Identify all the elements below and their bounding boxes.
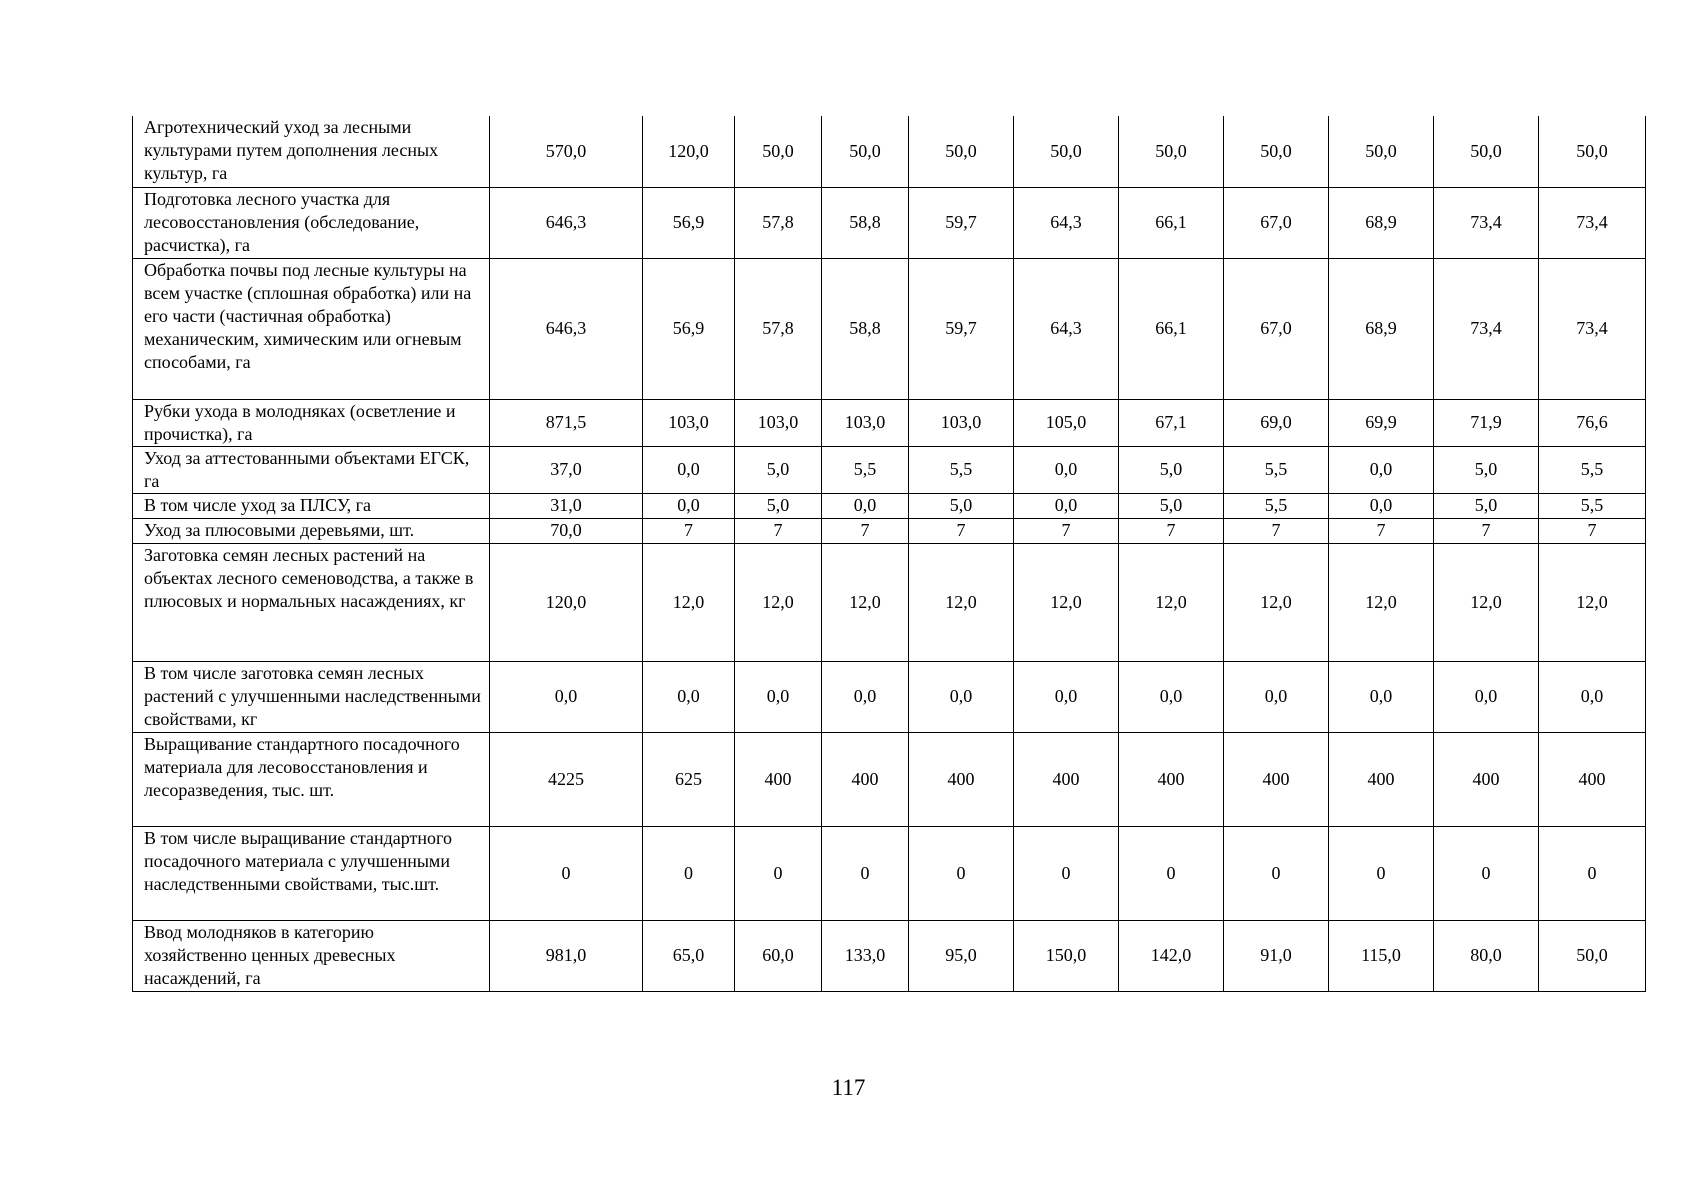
value-cell: 5,5	[1539, 446, 1646, 493]
value-cell: 66,1	[1119, 187, 1224, 258]
row-label: В том числе уход за ПЛСУ, га	[133, 493, 490, 518]
value-cell: 31,0	[490, 493, 643, 518]
value-cell: 50,0	[1329, 116, 1434, 187]
value-cell: 12,0	[1434, 543, 1539, 661]
value-cell: 5,5	[909, 446, 1014, 493]
value-cell: 400	[1539, 732, 1646, 826]
value-cell: 0	[490, 826, 643, 920]
value-cell: 400	[1329, 732, 1434, 826]
row-label: Ввод молодняков в категорию хозяйственно ценных древесных насаждений, га	[133, 920, 490, 991]
table-row	[133, 543, 1646, 661]
value-cell: 7	[643, 518, 735, 543]
value-cell: 7	[1014, 518, 1119, 543]
value-cell: 50,0	[735, 116, 822, 187]
value-cell: 625	[643, 732, 735, 826]
value-cell: 50,0	[1539, 920, 1646, 991]
table-row	[133, 399, 1646, 446]
value-cell: 58,8	[822, 187, 909, 258]
value-cell: 0,0	[643, 446, 735, 493]
value-cell: 58,8	[822, 258, 909, 399]
table-row	[133, 518, 1646, 543]
value-cell: 570,0	[490, 116, 643, 187]
value-cell: 0,0	[643, 661, 735, 732]
value-cell: 133,0	[822, 920, 909, 991]
value-cell: 56,9	[643, 258, 735, 399]
value-cell: 0	[643, 826, 735, 920]
value-cell: 0,0	[822, 661, 909, 732]
value-cell: 115,0	[1329, 920, 1434, 991]
row-label: Подготовка лесного участка для лесовосстановления (обследование, расчистка), га	[133, 187, 490, 258]
table-row	[133, 258, 1646, 399]
row-label: Заготовка семян лесных растений на объектах лесного семеноводства, а также в плюсовых и нормальных насаждениях, кг	[133, 543, 490, 661]
value-cell: 66,1	[1119, 258, 1224, 399]
value-cell: 0	[1119, 826, 1224, 920]
value-cell: 0	[1224, 826, 1329, 920]
value-cell: 7	[1224, 518, 1329, 543]
value-cell: 7	[1539, 518, 1646, 543]
value-cell: 0	[1434, 826, 1539, 920]
value-cell: 0	[735, 826, 822, 920]
value-cell: 120,0	[490, 543, 643, 661]
forestry-data-table	[132, 116, 1646, 992]
value-cell: 5,5	[822, 446, 909, 493]
value-cell: 50,0	[1224, 116, 1329, 187]
value-cell: 0,0	[909, 661, 1014, 732]
value-cell: 95,0	[909, 920, 1014, 991]
value-cell: 0,0	[1539, 661, 1646, 732]
value-cell: 59,7	[909, 187, 1014, 258]
value-cell: 59,7	[909, 258, 1014, 399]
value-cell: 68,9	[1329, 187, 1434, 258]
value-cell: 37,0	[490, 446, 643, 493]
value-cell: 5,0	[909, 493, 1014, 518]
value-cell: 4225	[490, 732, 643, 826]
value-cell: 12,0	[735, 543, 822, 661]
value-cell: 5,0	[1119, 446, 1224, 493]
value-cell: 50,0	[822, 116, 909, 187]
value-cell: 67,0	[1224, 187, 1329, 258]
value-cell: 7	[1434, 518, 1539, 543]
value-cell: 12,0	[1224, 543, 1329, 661]
value-cell: 0,0	[1224, 661, 1329, 732]
value-cell: 0,0	[1014, 446, 1119, 493]
value-cell: 12,0	[909, 543, 1014, 661]
value-cell: 67,1	[1119, 399, 1224, 446]
value-cell: 0,0	[1329, 661, 1434, 732]
row-label: Агротехнический уход за лесными культурами путем дополнения лесных культур, га	[133, 116, 490, 187]
row-label: Выращивание стандартного посадочного материала для лесовосстановления и лесоразведения, тыс. шт.	[133, 732, 490, 826]
value-cell: 400	[1014, 732, 1119, 826]
value-cell: 0,0	[1014, 493, 1119, 518]
value-cell: 400	[1119, 732, 1224, 826]
value-cell: 57,8	[735, 187, 822, 258]
table-row	[133, 826, 1646, 920]
value-cell: 5,5	[1539, 493, 1646, 518]
row-label: Уход за плюсовыми деревьями, шт.	[133, 518, 490, 543]
row-label: В том числе выращивание стандартного посадочного материала с улучшенными наследственными свойствами, тыс.шт.	[133, 826, 490, 920]
value-cell: 0	[909, 826, 1014, 920]
page-number: 117	[831, 1075, 866, 1100]
value-cell: 73,4	[1434, 258, 1539, 399]
value-cell: 103,0	[735, 399, 822, 446]
value-cell: 0	[1539, 826, 1646, 920]
row-label: Обработка почвы под лесные культуры на всем участке (сплошная обработка) или на его части (частичная обработка) механическим, химическим или огневым способами, га	[133, 258, 490, 399]
table-row	[133, 116, 1646, 187]
value-cell: 646,3	[490, 187, 643, 258]
value-cell: 105,0	[1014, 399, 1119, 446]
value-cell: 64,3	[1014, 187, 1119, 258]
value-cell: 103,0	[822, 399, 909, 446]
value-cell: 0,0	[822, 493, 909, 518]
row-label: Уход за аттестованными объектами ЕГСК, га	[133, 446, 490, 493]
value-cell: 56,9	[643, 187, 735, 258]
table-row	[133, 732, 1646, 826]
value-cell: 5,0	[735, 493, 822, 518]
value-cell: 142,0	[1119, 920, 1224, 991]
value-cell: 5,5	[1224, 493, 1329, 518]
value-cell: 0,0	[1329, 493, 1434, 518]
value-cell: 103,0	[643, 399, 735, 446]
value-cell: 5,0	[1434, 493, 1539, 518]
value-cell: 0,0	[1119, 661, 1224, 732]
value-cell: 400	[822, 732, 909, 826]
value-cell: 69,9	[1329, 399, 1434, 446]
value-cell: 12,0	[643, 543, 735, 661]
value-cell: 150,0	[1014, 920, 1119, 991]
value-cell: 60,0	[735, 920, 822, 991]
value-cell: 0	[1329, 826, 1434, 920]
value-cell: 400	[909, 732, 1014, 826]
value-cell: 50,0	[1539, 116, 1646, 187]
value-cell: 50,0	[1434, 116, 1539, 187]
value-cell: 71,9	[1434, 399, 1539, 446]
value-cell: 7	[1329, 518, 1434, 543]
value-cell: 12,0	[1539, 543, 1646, 661]
value-cell: 65,0	[643, 920, 735, 991]
value-cell: 12,0	[1329, 543, 1434, 661]
value-cell: 50,0	[1119, 116, 1224, 187]
value-cell: 981,0	[490, 920, 643, 991]
value-cell: 0	[1014, 826, 1119, 920]
value-cell: 0,0	[1434, 661, 1539, 732]
value-cell: 73,4	[1539, 258, 1646, 399]
value-cell: 120,0	[643, 116, 735, 187]
table-row	[133, 493, 1646, 518]
row-label: В том числе заготовка семян лесных растений с улучшенными наследственными свойствами, кг	[133, 661, 490, 732]
value-cell: 7	[735, 518, 822, 543]
value-cell: 0,0	[643, 493, 735, 518]
value-cell: 7	[909, 518, 1014, 543]
value-cell: 0	[822, 826, 909, 920]
value-cell: 68,9	[1329, 258, 1434, 399]
value-cell: 73,4	[1539, 187, 1646, 258]
value-cell: 400	[1434, 732, 1539, 826]
value-cell: 73,4	[1434, 187, 1539, 258]
value-cell: 5,5	[1224, 446, 1329, 493]
value-cell: 12,0	[822, 543, 909, 661]
value-cell: 5,0	[1119, 493, 1224, 518]
table-row	[133, 661, 1646, 732]
value-cell: 57,8	[735, 258, 822, 399]
value-cell: 64,3	[1014, 258, 1119, 399]
table-row	[133, 187, 1646, 258]
value-cell: 871,5	[490, 399, 643, 446]
value-cell: 12,0	[1119, 543, 1224, 661]
value-cell: 7	[1119, 518, 1224, 543]
value-cell: 0,0	[735, 661, 822, 732]
value-cell: 5,0	[735, 446, 822, 493]
value-cell: 0,0	[490, 661, 643, 732]
value-cell: 646,3	[490, 258, 643, 399]
value-cell: 103,0	[909, 399, 1014, 446]
table-row	[133, 920, 1646, 991]
value-cell: 0,0	[1014, 661, 1119, 732]
value-cell: 400	[735, 732, 822, 826]
value-cell: 7	[822, 518, 909, 543]
row-label: Рубки ухода в молодняках (осветление и прочистка), га	[133, 399, 490, 446]
value-cell: 76,6	[1539, 399, 1646, 446]
value-cell: 80,0	[1434, 920, 1539, 991]
value-cell: 50,0	[1014, 116, 1119, 187]
table-row	[133, 446, 1646, 493]
value-cell: 400	[1224, 732, 1329, 826]
value-cell: 91,0	[1224, 920, 1329, 991]
value-cell: 70,0	[490, 518, 643, 543]
value-cell: 5,0	[1434, 446, 1539, 493]
value-cell: 67,0	[1224, 258, 1329, 399]
value-cell: 50,0	[909, 116, 1014, 187]
value-cell: 69,0	[1224, 399, 1329, 446]
value-cell: 12,0	[1014, 543, 1119, 661]
value-cell: 0,0	[1329, 446, 1434, 493]
